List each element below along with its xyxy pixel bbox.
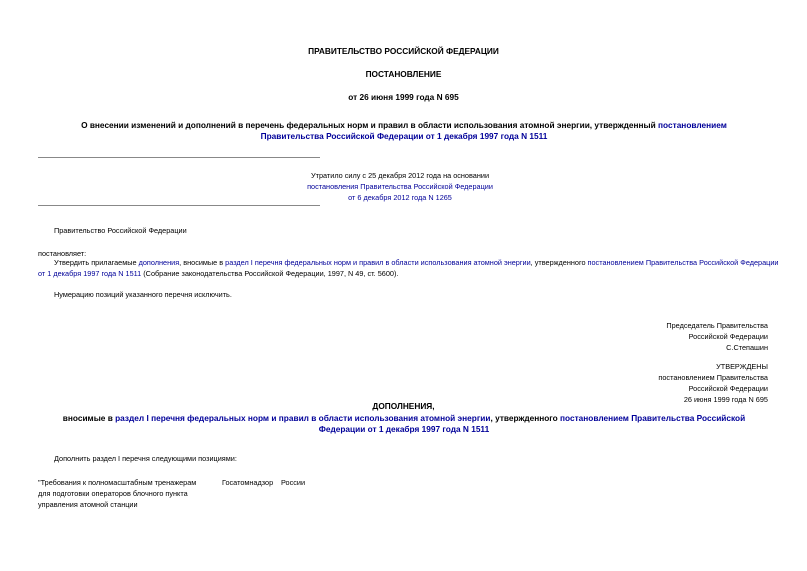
signature-org: Российской Федерации <box>688 332 768 341</box>
link-resolution[interactable]: постановлением Правительства Российской Федерации <box>587 258 779 267</box>
link-section[interactable]: раздел I <box>225 258 253 267</box>
additions-intro: Дополнить раздел I перечня следующими позициями: <box>54 454 237 463</box>
gov-line: Правительство Российской Федерации <box>54 226 187 235</box>
additions-link-list[interactable]: перечня федеральных норм и правил в области использования атомной энергии <box>151 413 491 423</box>
table-cell-doc-line: для подготовки операторов блочного пункта <box>38 489 188 498</box>
table-cell-country: России <box>281 478 306 487</box>
signature-name: С.Степашин <box>726 343 768 352</box>
link-resolution-date[interactable]: от 1 декабря 1997 года N 1511 <box>38 269 142 278</box>
document-title <box>30 120 778 142</box>
doc-type-heading: ПОСТАНОВЛЕНИЕ <box>365 69 442 79</box>
table-row <box>38 477 218 510</box>
void-note-link-resolution[interactable]: постановления Правительства Российской Федерации <box>307 182 493 191</box>
additions-link-section[interactable]: раздел I <box>115 413 149 423</box>
approve-paragraph <box>38 257 779 279</box>
link-list[interactable]: перечня федеральных норм и правил в области использования атомной энергии <box>254 258 531 267</box>
void-note-line: Утратило силу с 25 декабря 2012 года на основании <box>310 171 490 180</box>
approve-text: Утвердить прилагаемые <box>54 258 139 267</box>
resolves-line: постановляет: <box>38 249 87 258</box>
approve-text: (Собрание законодательства Российской Федерации, 1997, N 49, ст. 5600). <box>141 269 399 278</box>
divider-bottom <box>38 205 320 206</box>
link-additions[interactable]: дополнения <box>138 258 180 267</box>
approved-date: 26 июня 1999 года N 695 <box>683 395 768 404</box>
additions-sub-text: вносимые в <box>62 413 116 423</box>
additions-link-resolution-date[interactable]: Федерации от 1 декабря 1997 года N 1511 <box>318 424 490 434</box>
void-note-link-date[interactable]: от 6 декабря 2012 года N 1265 <box>348 193 452 202</box>
table-cell-doc-line: управления атомной станции <box>38 500 138 509</box>
approve-text: , утвержденного <box>530 258 588 267</box>
doc-date-number: от 26 июня 1999 года N 695 <box>348 92 459 102</box>
title-text: О внесении изменений и дополнений в перечень федеральных норм и правил в области использования атомной энергии, утвержденный <box>81 120 659 130</box>
additions-sub-text: , утвержденного <box>490 413 561 423</box>
additions-subheading <box>30 413 778 435</box>
additions-heading: ДОПОЛНЕНИЯ, <box>372 401 435 411</box>
approved-block <box>500 361 768 405</box>
signature-title: Председатель Правительства <box>666 321 768 330</box>
signature-block <box>500 320 768 353</box>
approved-org: Российской Федерации <box>688 384 768 393</box>
void-note <box>250 170 550 203</box>
approve-text: , вносимые в <box>179 258 226 267</box>
table-cell-authority: Госатомнадзор <box>222 478 274 487</box>
org-heading: ПРАВИТЕЛЬСТВО РОССИЙСКОЙ ФЕДЕРАЦИИ <box>308 46 499 56</box>
exclude-line: Нумерацию позиций указанного перечня исключить. <box>54 290 232 299</box>
divider-top <box>38 157 320 158</box>
table-cell-doc-line: "Требования к полномасштабным тренажерам <box>38 478 197 487</box>
approved-resolution: постановлением Правительства <box>658 373 768 382</box>
additions-link-resolution[interactable]: постановлением Правительства Российской <box>560 413 746 423</box>
approved-heading: УТВЕРЖДЕНЫ <box>716 362 768 371</box>
title-link-resolution[interactable]: постановлением <box>658 120 727 130</box>
title-link-resolution-details[interactable]: Правительства Российской Федерации от 1 декабря 1997 года N 1511 <box>260 131 548 141</box>
